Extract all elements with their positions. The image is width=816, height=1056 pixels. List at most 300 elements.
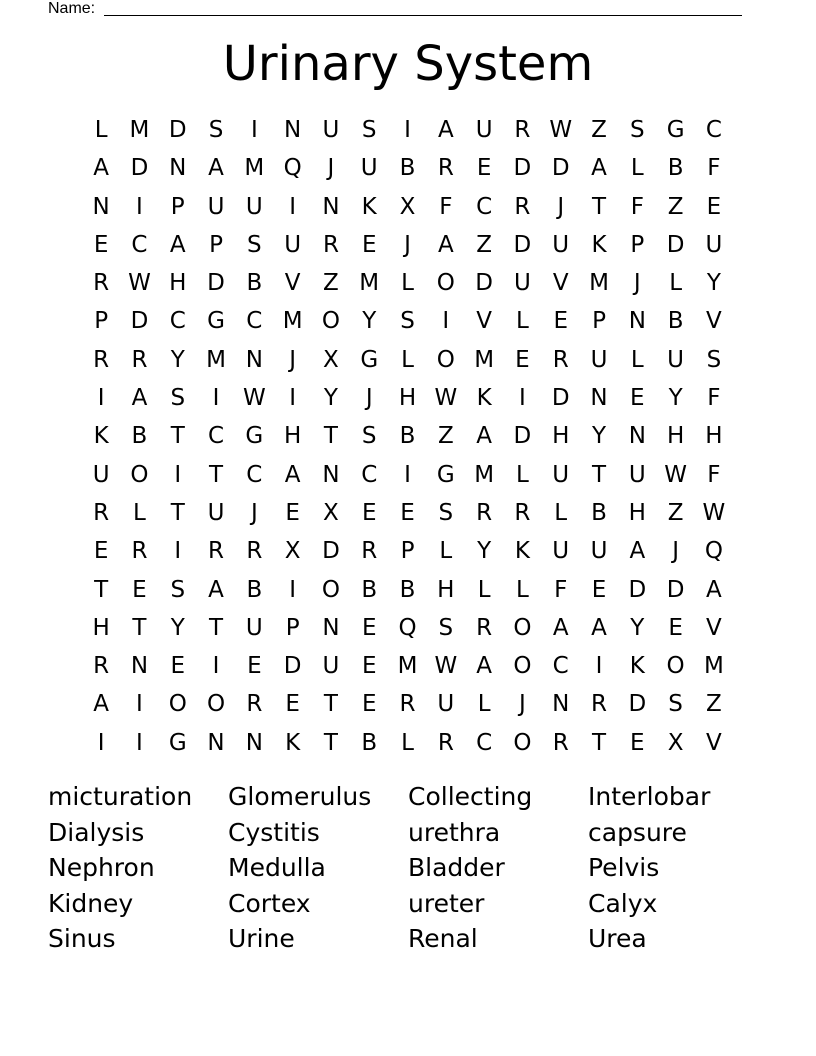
grid-letter: C	[552, 653, 569, 680]
grid-letter: Z	[323, 270, 339, 297]
grid-letter: O	[513, 729, 532, 756]
grid-letter: I	[595, 653, 603, 680]
grid-letter: Z	[476, 231, 492, 258]
grid-letter: U	[284, 231, 302, 258]
grid-letter: I	[212, 653, 220, 680]
grid-letter: Y	[362, 308, 377, 335]
grid-letter: D	[551, 155, 570, 182]
word-bank-item: capsure	[588, 817, 687, 847]
grid-letter: N	[322, 461, 340, 488]
grid-letter: S	[170, 385, 186, 412]
grid-letter: G	[245, 423, 264, 450]
grid-letter: R	[93, 270, 110, 297]
grid-letter: P	[209, 231, 223, 258]
grid-letter: H	[705, 423, 723, 450]
grid-letter: L	[477, 691, 491, 718]
grid-letter: R	[208, 538, 225, 565]
grid-letter: T	[132, 614, 147, 641]
grid-letter: B	[131, 423, 148, 450]
grid-letter: E	[247, 653, 262, 680]
grid-letter: V	[552, 270, 569, 297]
grid-letter: O	[513, 653, 532, 680]
grid-row	[82, 609, 733, 647]
grid-letter: I	[289, 193, 297, 220]
grid-row	[82, 302, 733, 340]
grid-letter: P	[170, 193, 185, 220]
grid-letter: A	[706, 576, 722, 603]
name-field	[48, 0, 742, 20]
grid-letter: H	[552, 423, 570, 450]
grid-letter: S	[247, 231, 262, 258]
grid-letter: D	[207, 270, 225, 297]
grid-letter: N	[207, 729, 225, 756]
grid-row	[82, 647, 733, 685]
grid-letter: A	[169, 231, 186, 258]
grid-row	[82, 264, 733, 302]
grid-letter: U	[207, 499, 225, 526]
grid-letter: D	[666, 576, 685, 603]
grid-letter: G	[168, 729, 187, 756]
grid-row	[82, 188, 733, 226]
word-bank-item: Interlobar	[588, 782, 711, 811]
grid-letter: V	[706, 308, 722, 335]
page-title: Urinary System	[222, 36, 594, 92]
grid-letter: R	[437, 729, 454, 756]
grid-letter: Z	[706, 691, 722, 718]
grid-letter: B	[399, 423, 416, 450]
grid-row	[82, 226, 733, 264]
word-bank-item: Bladder	[408, 853, 505, 883]
grid-letter: H	[628, 499, 646, 526]
grid-letter: S	[400, 308, 415, 335]
grid-letter: E	[132, 576, 147, 603]
grid-letter: H	[283, 423, 302, 450]
grid-letter: K	[361, 193, 377, 220]
grid-letter: O	[666, 653, 685, 680]
name-label: Name:	[48, 0, 96, 17]
grid-letter: L	[516, 461, 529, 488]
grid-letter: I	[97, 729, 105, 756]
grid-letter: R	[93, 653, 110, 680]
grid-letter: W	[128, 270, 151, 297]
grid-letter: R	[591, 691, 607, 718]
grid-letter: B	[591, 499, 607, 526]
grid-letter: I	[136, 691, 143, 718]
grid-letter: L	[516, 576, 529, 603]
grid-letter: U	[628, 461, 646, 488]
grid-letter: I	[174, 538, 182, 565]
grid-letter: S	[170, 576, 186, 603]
grid-letter: R	[514, 193, 531, 220]
grid-letter: U	[705, 231, 723, 258]
grid-letter: O	[206, 691, 226, 718]
grid-letter: W	[702, 499, 726, 526]
grid-letter: A	[552, 614, 569, 641]
grid-letter: T	[591, 461, 607, 488]
grid-letter: C	[246, 308, 263, 335]
grid-letter: T	[209, 614, 224, 641]
grid-letter: J	[404, 231, 411, 258]
grid-letter: J	[557, 193, 565, 220]
grid-letter: P	[285, 614, 300, 641]
grid-letter: L	[630, 346, 644, 373]
grid-letter: G	[666, 117, 685, 143]
grid-letter: E	[93, 538, 109, 565]
grid-letter: E	[553, 308, 568, 335]
word-bank-item: Calyx	[588, 888, 658, 918]
grid-letter: J	[672, 538, 679, 565]
grid-letter: S	[438, 499, 454, 526]
grid-letter: L	[401, 346, 414, 373]
grid-letter: N	[284, 117, 302, 143]
grid-letter: T	[591, 193, 607, 220]
grid-letter: E	[361, 614, 377, 641]
grid-letter: Y	[323, 385, 338, 412]
grid-letter: A	[93, 691, 110, 718]
grid-letter: S	[668, 691, 683, 718]
grid-letter: H	[666, 423, 685, 450]
grid-letter: U	[552, 231, 570, 258]
grid-letter: V	[476, 308, 492, 335]
grid-letter: R	[93, 346, 110, 373]
grid-letter: E	[361, 691, 377, 718]
grid-letter: N	[590, 385, 608, 412]
grid-letter: U	[207, 193, 225, 220]
word-bank-item: Cystitis	[228, 817, 320, 847]
grid-letter: Z	[591, 117, 607, 143]
grid-letter: K	[514, 538, 530, 565]
grid-letter: E	[630, 385, 645, 412]
grid-letter: E	[361, 499, 377, 526]
grid-letter: H	[92, 614, 110, 641]
grid-row	[82, 724, 733, 762]
grid-letter: J	[327, 155, 335, 182]
grid-letter: P	[94, 308, 109, 335]
grid-letter: S	[630, 117, 645, 143]
grid-letter: C	[169, 308, 186, 335]
grid-letter: Y	[477, 538, 492, 565]
grid-letter: J	[633, 270, 641, 297]
grid-letter: A	[208, 576, 224, 603]
grid-letter: L	[630, 155, 644, 182]
grid-letter: P	[592, 308, 606, 335]
grid-letter: E	[476, 155, 492, 182]
grid-letter: D	[168, 117, 187, 143]
grid-letter: W	[434, 653, 458, 680]
grid-letter: B	[246, 270, 263, 297]
grid-letter: C	[705, 117, 722, 143]
grid-letter: A	[284, 461, 301, 488]
grid-letter: D	[513, 155, 532, 182]
grid-letter: L	[516, 308, 529, 335]
letter-grid	[82, 111, 733, 762]
grid-letter: U	[322, 117, 340, 143]
word-bank-item: Urine	[228, 924, 295, 954]
grid-letter: I	[519, 385, 526, 412]
grid-letter: K	[285, 729, 301, 756]
grid-letter: A	[208, 155, 224, 182]
grid-letter: N	[552, 691, 570, 718]
grid-letter: N	[628, 308, 646, 335]
grid-letter: R	[131, 346, 148, 373]
grid-letter: M	[206, 346, 226, 373]
grid-letter: U	[552, 538, 570, 565]
grid-letter: F	[439, 193, 453, 220]
grid-letter: A	[93, 155, 110, 182]
grid-letter: A	[476, 653, 492, 680]
grid-letter: P	[630, 231, 645, 258]
grid-letter: Y	[630, 614, 645, 641]
grid-letter: A	[591, 155, 607, 182]
grid-letter: E	[361, 231, 377, 258]
grid-letter: T	[323, 423, 338, 450]
word-bank-item: ureter	[408, 888, 485, 918]
word-bank-item: Pelvis	[588, 853, 660, 883]
grid-letter: R	[93, 499, 110, 526]
grid-letter: U	[92, 461, 110, 488]
grid-letter: Q	[283, 155, 302, 182]
grid-row	[82, 685, 733, 723]
grid-letter: V	[284, 270, 301, 297]
grid-letter: H	[437, 576, 455, 603]
grid-letter: T	[170, 423, 185, 450]
grid-letter: C	[476, 193, 493, 220]
grid-letter: L	[401, 270, 414, 297]
grid-letter: M	[282, 308, 303, 335]
word-bank-item: micturation	[48, 782, 193, 811]
grid-letter: T	[170, 499, 185, 526]
grid-letter: N	[628, 423, 646, 450]
grid-letter: P	[400, 538, 415, 565]
grid-letter: A	[437, 231, 454, 258]
grid-letter: C	[246, 461, 263, 488]
grid-letter: O	[130, 461, 149, 488]
grid-letter: W	[664, 461, 687, 488]
grid-letter: O	[513, 614, 532, 641]
grid-letter: Q	[398, 614, 417, 641]
grid-letter: G	[207, 308, 225, 335]
grid-letter: O	[321, 576, 340, 603]
grid-letter: N	[92, 193, 110, 220]
grid-letter: N	[245, 346, 263, 373]
grid-letter: L	[94, 117, 108, 143]
grid-letter: Y	[591, 423, 607, 450]
grid-letter: L	[554, 499, 568, 526]
grid-row	[82, 111, 733, 149]
grid-letter: I	[136, 729, 143, 756]
grid-letter: E	[361, 653, 377, 680]
grid-letter: R	[552, 729, 569, 756]
grid-row	[82, 456, 733, 494]
grid-letter: D	[666, 231, 685, 258]
grid-letter: M	[474, 461, 495, 488]
grid-letter: E	[515, 346, 530, 373]
grid-letter: D	[322, 538, 340, 565]
grid-letter: N	[130, 653, 149, 680]
grid-letter: H	[169, 270, 187, 297]
word-bank-item: Kidney	[48, 888, 134, 918]
grid-letter: L	[477, 576, 491, 603]
grid-letter: I	[442, 308, 450, 335]
grid-letter: U	[322, 653, 340, 680]
grid-letter: D	[130, 308, 149, 335]
grid-letter: R	[322, 231, 339, 258]
grid-letter: G	[360, 346, 379, 373]
grid-letter: F	[707, 155, 721, 182]
grid-row	[82, 379, 733, 417]
name-line	[104, 15, 742, 16]
word-bank-item: Renal	[408, 924, 478, 954]
grid-letter: I	[404, 117, 411, 143]
grid-letter: O	[436, 270, 455, 297]
grid-letter: N	[322, 614, 340, 641]
grid-letter: A	[476, 423, 492, 450]
grid-row	[82, 417, 733, 455]
grid-letter: I	[136, 193, 143, 220]
grid-letter: R	[514, 499, 531, 526]
grid-letter: H	[398, 385, 417, 412]
grid-letter: N	[245, 729, 263, 756]
grid-letter: B	[361, 576, 378, 603]
grid-letter: U	[245, 193, 263, 220]
word-bank-item: Collecting	[408, 782, 533, 811]
grid-letter: Z	[667, 193, 684, 220]
grid-letter: F	[554, 576, 568, 603]
grid-letter: D	[551, 385, 570, 412]
grid-letter: M	[474, 346, 495, 373]
word-bank-item: Nephron	[48, 853, 155, 883]
grid-letter: E	[668, 614, 683, 641]
word-bank-item: Glomerulus	[228, 782, 372, 811]
grid-letter: N	[169, 155, 187, 182]
grid-letter: T	[591, 729, 607, 756]
grid-letter: D	[283, 653, 302, 680]
grid-row	[82, 149, 733, 187]
grid-letter: Y	[706, 270, 721, 297]
grid-letter: W	[549, 117, 573, 143]
grid-letter: T	[323, 729, 338, 756]
grid-letter: U	[667, 346, 685, 373]
grid-letter: B	[246, 576, 263, 603]
grid-letter: E	[591, 576, 607, 603]
grid-letter: Y	[170, 614, 185, 641]
grid-letter: C	[361, 461, 378, 488]
grid-letter: T	[323, 691, 338, 718]
grid-letter: B	[667, 308, 684, 335]
grid-letter: V	[706, 614, 722, 641]
grid-letter: M	[129, 117, 150, 143]
grid-letter: K	[591, 231, 607, 258]
word-bank-item: urethra	[408, 817, 501, 847]
word-bank-item: Sinus	[48, 924, 116, 954]
grid-letter: O	[321, 308, 340, 335]
grid-letter: E	[285, 691, 300, 718]
grid-letter: R	[552, 346, 569, 373]
grid-letter: S	[438, 614, 454, 641]
grid-row	[82, 494, 733, 532]
grid-letter: R	[476, 499, 493, 526]
grid-letter: U	[513, 270, 531, 297]
grid-letter: Z	[667, 499, 684, 526]
grid-letter: M	[397, 653, 418, 680]
grid-letter: W	[242, 385, 266, 412]
grid-letter: R	[514, 117, 531, 143]
grid-letter: D	[628, 576, 647, 603]
grid-letter: N	[322, 193, 340, 220]
grid-letter: R	[131, 538, 148, 565]
grid-letter: S	[361, 423, 377, 450]
grid-letter: G	[436, 461, 455, 488]
grid-letter: A	[437, 117, 454, 143]
grid-letter: D	[130, 155, 149, 182]
grid-letter: J	[250, 499, 258, 526]
grid-letter: S	[361, 117, 377, 143]
grid-letter: I	[289, 385, 297, 412]
grid-letter: M	[703, 653, 724, 680]
grid-letter: R	[361, 538, 378, 565]
grid-letter: A	[591, 614, 607, 641]
grid-letter: K	[629, 653, 645, 680]
grid-letter: X	[667, 729, 684, 756]
grid-letter: B	[399, 576, 416, 603]
grid-letter: M	[359, 270, 380, 297]
grid-letter: A	[131, 385, 148, 412]
word-bank-item: Medulla	[228, 853, 326, 883]
grid-letter: S	[208, 117, 224, 143]
word-bank	[48, 779, 768, 957]
grid-letter: C	[131, 231, 148, 258]
grid-letter: E	[706, 193, 722, 220]
grid-letter: Y	[170, 346, 185, 373]
grid-letter: D	[513, 231, 532, 258]
grid-letter: U	[590, 346, 608, 373]
grid-letter: R	[399, 691, 416, 718]
grid-letter: M	[589, 270, 609, 297]
grid-letter: J	[365, 385, 373, 412]
grid-letter: U	[552, 461, 570, 488]
grid-letter: J	[519, 691, 526, 718]
grid-letter: U	[590, 538, 608, 565]
grid-letter: F	[630, 193, 644, 220]
grid-letter: X	[284, 538, 301, 565]
grid-letter: T	[94, 576, 109, 603]
grid-letter: I	[97, 385, 105, 412]
grid-letter: R	[476, 614, 493, 641]
grid-letter: U	[437, 691, 455, 718]
grid-letter: D	[628, 691, 647, 718]
grid-letter: R	[437, 155, 454, 182]
grid-letter: U	[245, 614, 263, 641]
grid-letter: L	[133, 499, 146, 526]
grid-letter: D	[513, 423, 532, 450]
grid-letter: A	[629, 538, 646, 565]
word-bank-item: Dialysis	[48, 817, 145, 847]
grid-letter: U	[475, 117, 493, 143]
grid-letter: I	[404, 461, 411, 488]
grid-letter: L	[439, 538, 453, 565]
grid-letter: K	[93, 423, 109, 450]
grid-letter: E	[170, 653, 186, 680]
grid-letter: I	[174, 461, 182, 488]
grid-letter: O	[168, 691, 187, 718]
grid-letter: E	[93, 231, 109, 258]
grid-letter: X	[323, 346, 339, 373]
grid-letter: V	[706, 729, 722, 756]
grid-letter: F	[707, 461, 721, 488]
word-bank-item: Urea	[588, 924, 647, 954]
grid-row	[82, 341, 733, 379]
grid-letter: M	[244, 155, 265, 182]
